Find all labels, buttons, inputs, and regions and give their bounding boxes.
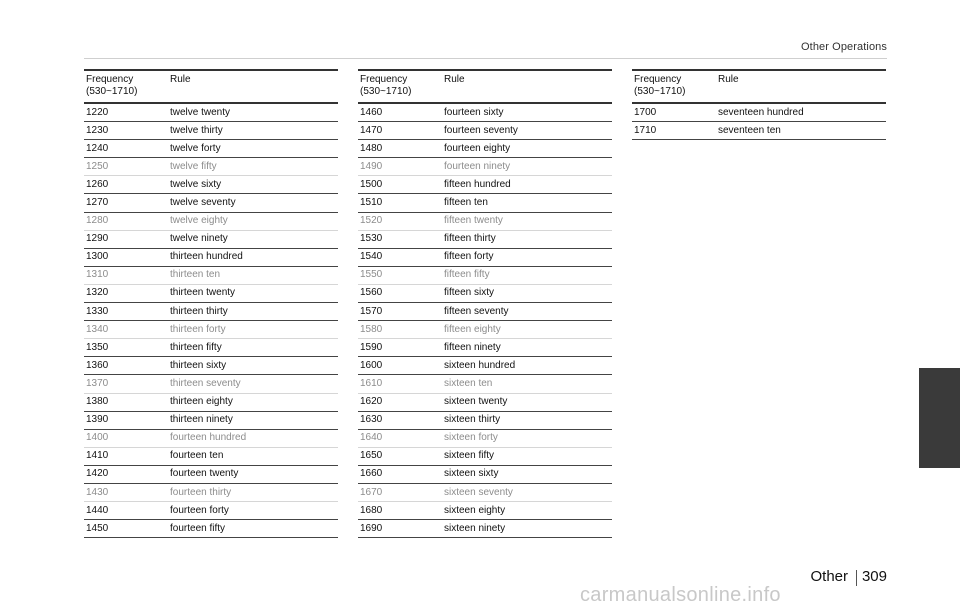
table-row [358, 176, 612, 194]
frequency-column-header [632, 70, 716, 103]
frequency-cell: 1420 [84, 465, 168, 483]
table-row [84, 248, 338, 266]
frequency-cell: 1320 [84, 284, 168, 302]
frequency-cell: 1550 [358, 266, 442, 284]
table-row [84, 140, 338, 158]
frequency-cell: 1430 [84, 483, 168, 501]
rule-cell: twelve ninety [168, 230, 338, 248]
frequency-range-text: (530~1710) [86, 86, 138, 97]
frequency-cell: 1460 [358, 103, 442, 122]
rule-cell: twelve twenty [168, 103, 338, 122]
table-row [358, 194, 612, 212]
table-row [358, 339, 612, 357]
table-row [84, 103, 338, 122]
frequency-cell: 1450 [84, 520, 168, 538]
frequency-cell: 1490 [358, 158, 442, 176]
table-row [84, 284, 338, 302]
rule-cell: sixteen ten [442, 375, 612, 393]
page-number: 309 [861, 568, 887, 585]
frequency-cell: 1440 [84, 502, 168, 520]
frequency-cell: 1640 [358, 429, 442, 447]
frequency-cell: 1260 [84, 176, 168, 194]
rule-cell: thirteen thirty [168, 303, 338, 321]
rule-cell: sixteen forty [442, 429, 612, 447]
rule-cell: fifteen fifty [442, 266, 612, 284]
rule-cell: fourteen fifty [168, 520, 338, 538]
frequency-cell: 1580 [358, 321, 442, 339]
table-row [358, 212, 612, 230]
rule-cell: seventeen hundred [716, 103, 886, 122]
table-row [358, 140, 612, 158]
rule-cell: fourteen seventy [442, 122, 612, 140]
frequency-cell: 1500 [358, 176, 442, 194]
frequency-cell: 1570 [358, 303, 442, 321]
rule-cell: fifteen sixty [442, 284, 612, 302]
table-row [632, 103, 886, 122]
frequency-range-text: (530~1710) [634, 86, 686, 97]
frequency-cell: 1390 [84, 411, 168, 429]
rule-cell: fifteen hundred [442, 176, 612, 194]
frequency-header-text: Frequency [634, 74, 682, 85]
table-row [358, 122, 612, 140]
table-row [84, 212, 338, 230]
rule-cell: twelve thirty [168, 122, 338, 140]
frequency-cell: 1480 [358, 140, 442, 158]
table-row [84, 447, 338, 465]
table-row [84, 158, 338, 176]
table-row [84, 266, 338, 284]
table-row [358, 375, 612, 393]
frequency-cell: 1300 [84, 248, 168, 266]
frequency-cell: 1410 [84, 447, 168, 465]
table-row [84, 429, 338, 447]
table-row [358, 230, 612, 248]
rule-cell: thirteen fifty [168, 339, 338, 357]
frequency-table-2 [358, 69, 612, 538]
frequency-cell: 1360 [84, 357, 168, 375]
rule-cell: fourteen eighty [442, 140, 612, 158]
rule-cell: fourteen ninety [442, 158, 612, 176]
rule-cell: fifteen ninety [442, 339, 612, 357]
rule-cell: thirteen sixty [168, 357, 338, 375]
table-row [358, 321, 612, 339]
table-row [84, 375, 338, 393]
rule-cell: thirteen eighty [168, 393, 338, 411]
table-row [84, 230, 338, 248]
table-row [84, 303, 338, 321]
frequency-cell: 1350 [84, 339, 168, 357]
rule-cell: fifteen thirty [442, 230, 612, 248]
frequency-table-3 [632, 69, 886, 140]
table-row [84, 411, 338, 429]
frequency-cell: 1270 [84, 194, 168, 212]
table-row [632, 122, 886, 140]
frequency-cell: 1540 [358, 248, 442, 266]
frequency-cell: 1310 [84, 266, 168, 284]
frequency-header-text: Frequency [360, 74, 408, 85]
frequency-cell: 1610 [358, 375, 442, 393]
frequency-cell: 1660 [358, 465, 442, 483]
table-row [358, 465, 612, 483]
rule-cell: fifteen ten [442, 194, 612, 212]
footer-divider [856, 570, 857, 586]
table-row [358, 303, 612, 321]
frequency-cell: 1690 [358, 520, 442, 538]
table-row [358, 248, 612, 266]
frequency-cell: 1590 [358, 339, 442, 357]
table-row [358, 483, 612, 501]
frequency-cell: 1700 [632, 103, 716, 122]
table-row [358, 103, 612, 122]
rule-cell: fourteen sixty [442, 103, 612, 122]
rule-cell: thirteen ten [168, 266, 338, 284]
table-row [84, 357, 338, 375]
frequency-cell: 1330 [84, 303, 168, 321]
table-row [358, 447, 612, 465]
rule-column-header: Rule [716, 70, 886, 103]
frequency-cell: 1670 [358, 483, 442, 501]
table-body [358, 103, 612, 538]
table-row [358, 284, 612, 302]
frequency-cell: 1510 [358, 194, 442, 212]
table-row [358, 411, 612, 429]
rule-cell: seventeen ten [716, 122, 886, 140]
frequency-cell: 1680 [358, 502, 442, 520]
rule-cell: fifteen forty [442, 248, 612, 266]
rule-cell: fifteen eighty [442, 321, 612, 339]
rule-cell: sixteen fifty [442, 447, 612, 465]
frequency-column-header [84, 70, 168, 103]
table-row [358, 393, 612, 411]
section-header: Other Operations [801, 41, 887, 53]
table-row [84, 122, 338, 140]
frequency-cell: 1240 [84, 140, 168, 158]
table-row [358, 520, 612, 538]
rule-cell: thirteen twenty [168, 284, 338, 302]
frequency-cell: 1370 [84, 375, 168, 393]
frequency-cell: 1600 [358, 357, 442, 375]
rule-cell: fourteen thirty [168, 483, 338, 501]
table-row [84, 393, 338, 411]
table-row [84, 176, 338, 194]
rule-cell: twelve eighty [168, 212, 338, 230]
rule-column-header: Rule [168, 70, 338, 103]
footer-section-label: Other [810, 568, 848, 585]
frequency-cell: 1250 [84, 158, 168, 176]
rule-cell: thirteen hundred [168, 248, 338, 266]
table-row [358, 158, 612, 176]
table-row [358, 502, 612, 520]
frequency-range-text: (530~1710) [360, 86, 412, 97]
table-row [84, 339, 338, 357]
rule-cell: sixteen ninety [442, 520, 612, 538]
rule-cell: thirteen ninety [168, 411, 338, 429]
frequency-cell: 1620 [358, 393, 442, 411]
frequency-cell: 1560 [358, 284, 442, 302]
frequency-column-header [358, 70, 442, 103]
frequency-cell: 1280 [84, 212, 168, 230]
frequency-cell: 1470 [358, 122, 442, 140]
table-row [84, 321, 338, 339]
frequency-cell: 1220 [84, 103, 168, 122]
frequency-cell: 1630 [358, 411, 442, 429]
frequency-cell: 1530 [358, 230, 442, 248]
rule-cell: twelve sixty [168, 176, 338, 194]
rule-cell: sixteen eighty [442, 502, 612, 520]
table-header-row [632, 70, 886, 103]
rule-cell: fifteen seventy [442, 303, 612, 321]
frequency-cell: 1290 [84, 230, 168, 248]
frequency-cell: 1340 [84, 321, 168, 339]
frequency-cell: 1520 [358, 212, 442, 230]
rule-cell: thirteen seventy [168, 375, 338, 393]
table-row [358, 266, 612, 284]
rule-column-header: Rule [442, 70, 612, 103]
chapter-tab [919, 368, 960, 468]
table-row [84, 483, 338, 501]
table-row [84, 502, 338, 520]
table-row [358, 429, 612, 447]
table-row [84, 194, 338, 212]
rule-cell: sixteen seventy [442, 483, 612, 501]
table-row [84, 465, 338, 483]
table-row [84, 520, 338, 538]
rule-cell: sixteen twenty [442, 393, 612, 411]
table-body [632, 103, 886, 140]
rule-cell: sixteen sixty [442, 465, 612, 483]
frequency-cell: 1710 [632, 122, 716, 140]
rule-cell: fifteen twenty [442, 212, 612, 230]
rule-cell: twelve forty [168, 140, 338, 158]
rule-cell: fourteen twenty [168, 465, 338, 483]
frequency-cell: 1380 [84, 393, 168, 411]
frequency-cell: 1400 [84, 429, 168, 447]
rule-cell: fourteen forty [168, 502, 338, 520]
header-divider [84, 58, 887, 59]
table-header-row [84, 70, 338, 103]
frequency-table-1 [84, 69, 338, 538]
frequency-cell: 1230 [84, 122, 168, 140]
rule-cell: twelve seventy [168, 194, 338, 212]
rule-cell: twelve fifty [168, 158, 338, 176]
table-row [358, 357, 612, 375]
rule-cell: fourteen ten [168, 447, 338, 465]
watermark: carmanualsonline.info [580, 584, 781, 606]
rule-cell: sixteen hundred [442, 357, 612, 375]
rule-cell: fourteen hundred [168, 429, 338, 447]
rule-cell: sixteen thirty [442, 411, 612, 429]
frequency-header-text: Frequency [86, 74, 134, 85]
frequency-cell: 1650 [358, 447, 442, 465]
table-header-row [358, 70, 612, 103]
rule-cell: thirteen forty [168, 321, 338, 339]
table-body [84, 103, 338, 538]
